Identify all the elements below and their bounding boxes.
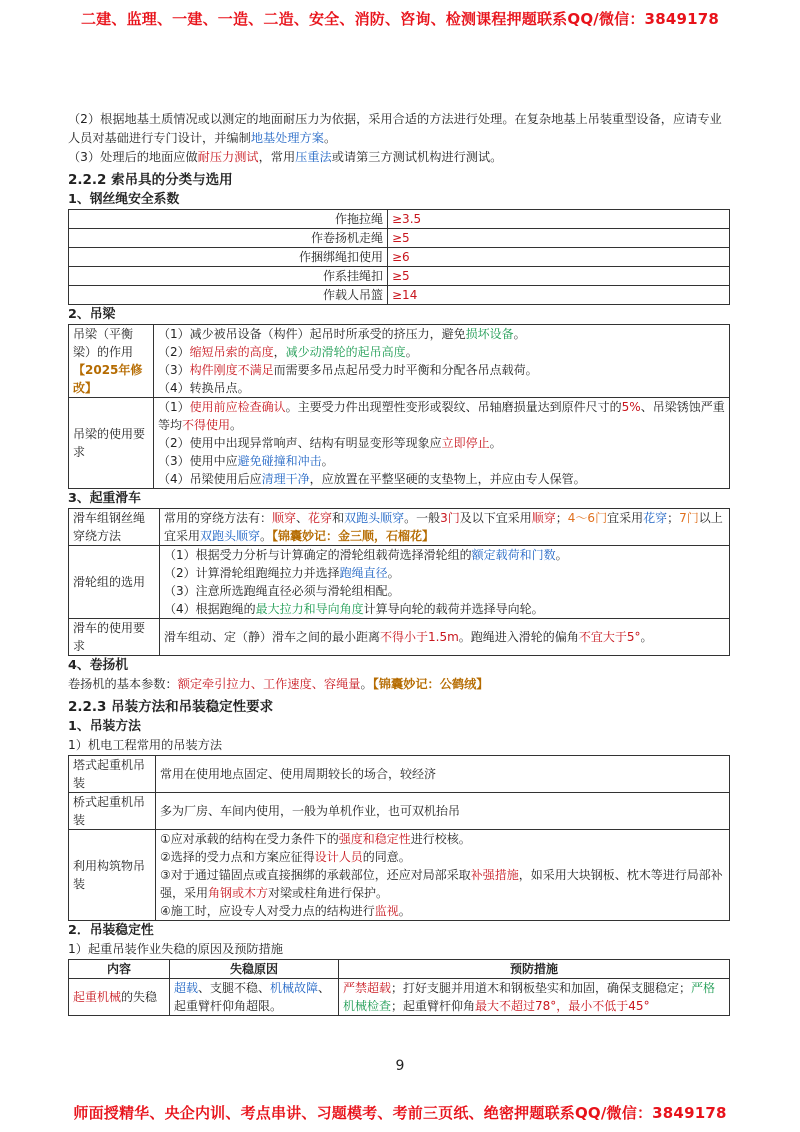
- pulley-use-content: 滑车组动、定（静）滑车之间的最小距离不得小于1.5m。跑绳进入滑轮的偏角不宜大于5°。: [160, 619, 730, 656]
- rope-factor-cell: ≥3.5: [388, 210, 730, 229]
- heading-lifting-stability: 2．吊装稳定性: [68, 923, 154, 938]
- heading-instability-causes: 1）起重吊装作业失稳的原因及预防措施: [68, 942, 283, 956]
- beam-use-content: （1）使用前应检查确认。主要受力件出现塑性变形或裂纹、吊轴磨损量达到原件尺寸的5%、吊梁锈蚀严重等均不得使用。 （2）使用中出现异常响声、结构有明显变形等现象应立即停止。 （3）使用中应避免碰撞和冲击。 （4）吊梁使用后应清理干净，应放置在平整坚硬的支垫物上，并应由专人保管。: [154, 398, 730, 489]
- table-row: [69, 756, 730, 793]
- rope-factor-cell: ≥6: [388, 248, 730, 267]
- pulley-use-label: 滑车的使用要求: [69, 619, 160, 656]
- stability-cause-cell: 超载、支腿不稳、机械故障、起重臂杆仰角超限。: [170, 979, 339, 1016]
- rope-factor-cell: ≥14: [388, 286, 730, 305]
- table-row: [69, 229, 730, 248]
- col-header-prevention: 预防措施: [339, 960, 730, 979]
- table-row: [69, 210, 730, 229]
- page-number: 9: [395, 1058, 405, 1074]
- heading-pulley: 3、起重滑车: [68, 491, 141, 506]
- heading-lifting-methods: 1、吊装方法: [68, 719, 141, 734]
- table-row: [69, 509, 730, 546]
- bottom-banner: 师面授精华、央企内训、考点串讲、习题模考、考前三页纸、绝密押题联系QQ/微信：3849178: [73, 1104, 727, 1122]
- beam-use-label: 吊梁的使用要求: [69, 398, 154, 489]
- heading-rope-safety-factor: 1、钢丝绳安全系数: [68, 192, 180, 207]
- stability-prevention-cell: 严禁超载；打好支腿并用道木和钢板垫实和加固，确保支腿稳定；严格机械检查；起重臂杆仰角最大不超过78°，最小不低于45°: [339, 979, 730, 1016]
- pulley-select-label: 滑轮组的选用: [69, 546, 160, 619]
- top-banner: 二建、监理、一建、一造、二造、安全、消防、咨询、检测课程押题联系QQ/微信：3849178: [80, 10, 720, 28]
- pulley-table: [68, 508, 730, 656]
- page-content: [68, 110, 730, 1016]
- rope-factor-cell: ≥5: [388, 229, 730, 248]
- rope-use-cell: 作卷扬机走绳: [69, 229, 388, 248]
- rope-use-cell: 作载人吊篮: [69, 286, 388, 305]
- pulley-method-content: 常用的穿绕方法有：顺穿、花穿和双跑头顺穿。一般3门及以下宜采用顺穿；4～6门宜采用花穿；7门以上宜采用双跑头顺穿。【锦囊妙记：金三顺，石榴花】: [160, 509, 730, 546]
- table-row: [69, 398, 730, 489]
- rope-use-cell: 作捆绑绳扣使用: [69, 248, 388, 267]
- section-heading-2-2-3: 2.2.3 吊装方法和吊装稳定性要求: [68, 699, 274, 715]
- intro-item-3: （3）处理后的地面应做耐压力测试，常用压重法或请第三方测试机构进行测试。: [68, 150, 503, 164]
- table-row: [69, 248, 730, 267]
- stability-content-cell: 起重机械的失稳: [69, 979, 170, 1016]
- tower-crane-text: 常用在使用地点固定、使用周期较长的场合，较经济: [156, 756, 730, 793]
- heading-winch: 4、卷扬机: [68, 658, 129, 673]
- rope-use-cell: 作拖拉绳: [69, 210, 388, 229]
- intro-item-2: （2）根据地基土质情况或以测定的地面耐压力为依据，采用合适的方法进行处理。在复杂地基上吊装重型设备，应请专业人员对基础进行专门设计，并编制地基处理方案。: [68, 112, 722, 145]
- rope-factor-cell: ≥5: [388, 267, 730, 286]
- stability-table: [68, 959, 730, 1016]
- table-row: [69, 830, 730, 921]
- table-header-row: [69, 960, 730, 979]
- col-header-content: 内容: [69, 960, 170, 979]
- lifting-beam-table: [68, 324, 730, 489]
- bridge-crane-label: 桥式起重机吊装: [69, 793, 156, 830]
- structure-lifting-label: 利用构筑物吊装: [69, 830, 156, 921]
- table-row: [69, 267, 730, 286]
- col-header-cause: 失稳原因: [170, 960, 339, 979]
- table-row: [69, 546, 730, 619]
- table-row: [69, 979, 730, 1016]
- tower-crane-label: 塔式起重机吊装: [69, 756, 156, 793]
- heading-common-methods: 1）机电工程常用的吊装方法: [68, 738, 223, 752]
- section-heading-2-2-2: 2.2.2 索吊具的分类与选用: [68, 172, 233, 188]
- rope-safety-table: [68, 209, 730, 305]
- heading-lifting-beam: 2、吊梁: [68, 307, 116, 322]
- bridge-crane-text: 多为厂房、车间内使用，一般为单机作业，也可双机抬吊: [156, 793, 730, 830]
- beam-role-content: （1）减少被吊设备（构件）起吊时所承受的挤压力，避免损坏设备。 （2）缩短吊索的高度，减少动滑轮的起吊高度。 （3）构件刚度不满足而需要多吊点起吊受力时平衡和分配各吊点载荷。 （4）转换吊点。: [154, 325, 730, 398]
- pulley-method-label: 滑车组钢丝绳穿绕方法: [69, 509, 160, 546]
- lifting-methods-table: [68, 755, 730, 921]
- table-row: [69, 325, 730, 398]
- beam-role-label: 吊梁（平衡梁）的作用 【2025年修改】: [69, 325, 154, 398]
- table-row: [69, 619, 730, 656]
- rope-use-cell: 作系挂绳扣: [69, 267, 388, 286]
- table-row: [69, 793, 730, 830]
- winch-params: 卷扬机的基本参数：额定牵引拉力、工作速度、容绳量。【锦囊妙记：公鹤绒】: [68, 677, 489, 691]
- structure-lifting-content: ①应对承载的结构在受力条件下的强度和稳定性进行校核。 ②选择的受力点和方案应征得设计人员的同意。 ③对于通过锚固点或直接捆绑的承载部位，还应对局部采取补强措施，如采用大块钢板、枕木等进行局部补强，采用角钢或木方对梁或柱角进行保护。 ④施工时，应设专人对受力点的结构进行监视。: [156, 830, 730, 921]
- table-row: [69, 286, 730, 305]
- pulley-select-content: （1）根据受力分析与计算确定的滑轮组载荷选择滑轮组的额定载荷和门数。 （2）计算滑轮组跑绳拉力并选择跑绳直径。 （3）注意所选跑绳直径必须与滑轮组相配。 （4）根据跑绳的最大拉力和导向角度计算导向轮的载荷并选择导向轮。: [160, 546, 730, 619]
